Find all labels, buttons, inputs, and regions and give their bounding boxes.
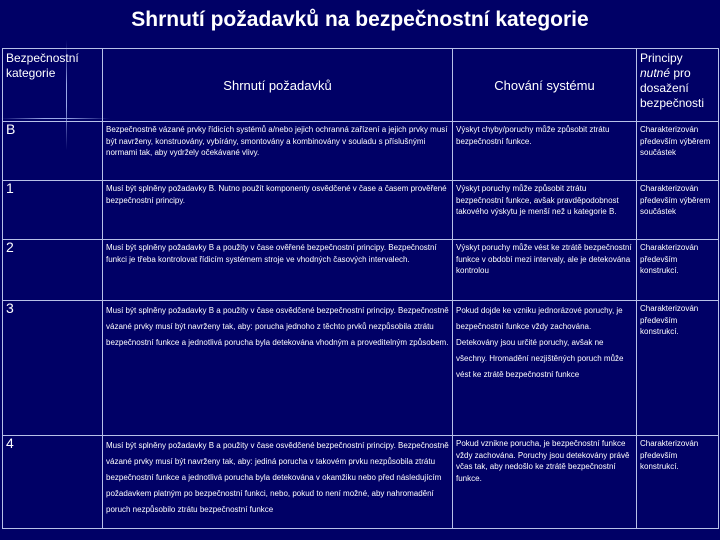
principles-cell: Charakterizován především výběrem součástek: [637, 181, 719, 240]
requirements-cell: Musí být splněny požadavky B. Nutno použít komponenty osvědčené v čase a časem prověřené bezpečnostní principy.: [103, 181, 453, 240]
category-cell: 2: [3, 240, 103, 301]
header-principles-post: pro dosažení bezpečnosti: [640, 66, 705, 110]
behavior-cell: Výskyt poruchy může způsobit ztrátu bezpečnostní funkce, avšak pravděpodobnost takového výskytu je menší než u kategorie B.: [453, 181, 637, 240]
principles-cell: Charakterizován především konstrukcí.: [637, 436, 719, 529]
header-requirements: Shrnutí požadavků: [103, 49, 453, 122]
behavior-cell: Pokud vznikne porucha, je bezpečnostní funkce vždy zachována. Poruchy jsou detekovány právě včas tak, aby nedošlo ke ztrátě bezpečnostní funkce.: [453, 436, 637, 529]
principles-cell: Charakterizován především konstrukcí.: [637, 301, 719, 436]
principles-cell: Charakterizován především výběrem součástek: [637, 122, 719, 181]
table-row: [3, 301, 719, 436]
header-principles-em: nutné: [640, 66, 671, 80]
behavior-cell: Výskyt poruchy může vést ke ztrátě bezpečnostní funkce v období mezi intervaly, ale je detekována kontrolou: [453, 240, 637, 301]
header-principles-pre: Principy: [640, 51, 683, 65]
table-row: [3, 181, 719, 240]
requirements-cell: Musí být splněny požadavky B a použity v čase osvědčené bezpečnostní principy. Bezpečnostně vázané prvky musí být navrženy tak, aby: porucha jednoho z těchto prvků nezpůsobila ztrátu bezpečnostní funkce a jednotlivá porucha byla detekována vhodným a proveditelným způsobem.: [103, 301, 453, 436]
category-cell: 1: [3, 181, 103, 240]
requirements-cell: Bezpečnostně vázané prvky řídicích systémů a/nebo jejich ochranná zařízení a jejich prvky musí být navrženy, konstruovány, vybírány, smontovány a kombinovány v souladu s příslušnými normami tak, aby vydržely očekávané vlivy.: [103, 122, 453, 181]
behavior-cell: Výskyt chyby/poruchy může způsobit ztrátu bezpečnostní funkce.: [453, 122, 637, 181]
header-category: Bezpečnostní kategorie: [3, 49, 103, 122]
requirements-table: [2, 48, 719, 529]
table-row: [3, 436, 719, 529]
page-title: Shrnutí požadavků na bezpečnostní kategorie: [131, 8, 589, 31]
principles-cell: Charakterizován především konstrukcí.: [637, 240, 719, 301]
category-cell: 4: [3, 436, 103, 529]
table-header-row: [3, 49, 719, 122]
requirements-cell: Musí být splněny požadavky B a použity v čase ověřené bezpečnostní principy. Bezpečnostní funkci je třeba kontrolovat řídicím systémem stroje ve vhodných časových intervalech.: [103, 240, 453, 301]
behavior-cell: Pokud dojde ke vzniku jednorázové poruchy, je bezpečnostní funkce vždy zachována. Detekovány jsou určité poruchy, avšak ne všechny. Hromadění nezjištěných poruch může vést ke ztrátě bezpečnostní funkce: [453, 301, 637, 436]
requirements-cell: Musí být splněny požadavky B a použity v čase osvědčené bezpečnostní principy. Bezpečnostně vázané prvky musí být navrženy tak, aby: jediná porucha v takovém prvku nezpůsobila ztrátu bezpečnostní funkce a jednotlivá porucha byla detekována v okamžiku nebo před následujícím požadavkem platným po bezpečnostní funkci, nebo, pokud to není možné, aby nahromadění poruch nezpůsobilo ztrátu bezpečnostní funkce: [103, 436, 453, 529]
table-row: [3, 122, 719, 181]
category-cell: B: [3, 122, 103, 181]
category-cell: 3: [3, 301, 103, 436]
header-principles: [637, 49, 719, 122]
table-row: [3, 240, 719, 301]
header-behavior: Chování systému: [453, 49, 637, 122]
